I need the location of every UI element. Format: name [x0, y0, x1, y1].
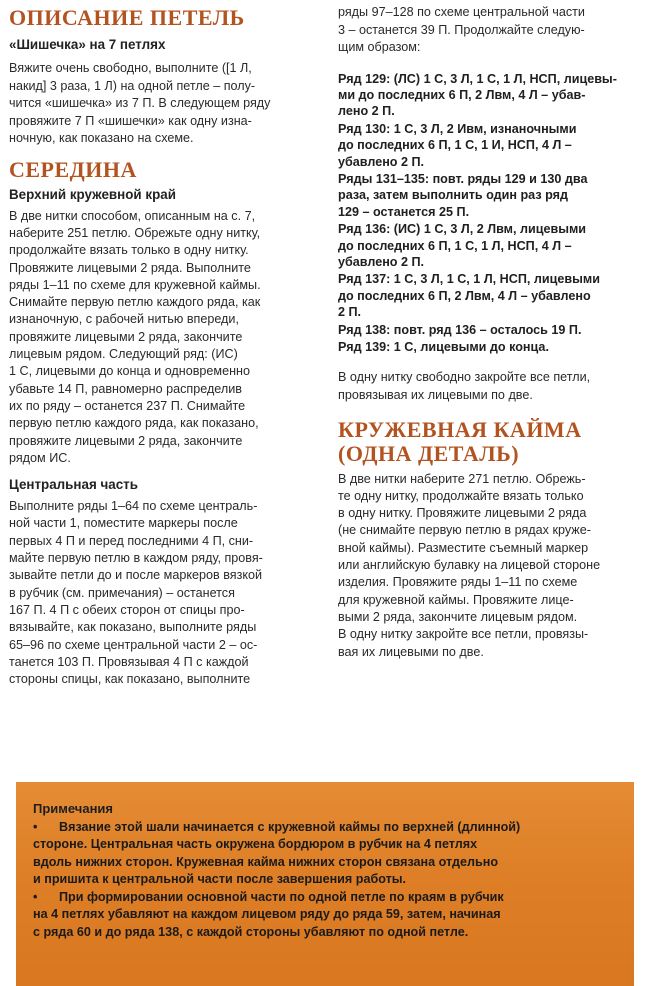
- text-line: В две нитки способом, описанным на с. 7,: [9, 208, 256, 223]
- text-line: щим образом:: [338, 40, 421, 54]
- row-139: [338, 339, 640, 355]
- text-line: 65–96 по схеме центральной части 2 – ос-: [9, 637, 258, 652]
- text-line: В одну нитку свободно закройте все петли,: [338, 370, 591, 385]
- text-line: убавьте 14 П, равномерно распределив: [9, 381, 242, 396]
- subheading-bobble: «Шишечка» на 7 петлях: [9, 37, 166, 53]
- row-130: [338, 121, 640, 170]
- text-line: 1 С, лицевыми до конца и одновременно: [9, 364, 251, 379]
- row-text: 1 С, лицевыми до конца.: [393, 340, 549, 354]
- text-line: в рубчик (см. примечания) – останется: [9, 585, 235, 600]
- note-line: с ряда 60 и до ряда 138, с каждой стороны убавляют по одной петле.: [33, 924, 469, 939]
- row-text: 1 С, 3 Л, 2 Ивм, изнаночными: [393, 121, 577, 136]
- row-129: [338, 71, 640, 120]
- text-line: Снимайте первую петлю каждого ряда, как: [9, 295, 261, 310]
- row-text: (ИС) 1 С, 3 Л, 2 Лвм, лицевыми: [393, 222, 587, 237]
- text-line: майте первую петлю в каждом ряду, провя-: [9, 551, 263, 566]
- text-line: в одну нитку. Провяжите лицевыми 2 ряда: [338, 506, 587, 521]
- row-text: раза, затем выполнить один раз ряд: [338, 188, 568, 203]
- row-text: (ЛС) 1 С, 3 Л, 1 С, 1 Л, НСП, лицевы-: [393, 71, 617, 86]
- text-line: В две нитки наберите 271 петлю. Обрежь-: [338, 471, 586, 486]
- row-text: до последних 6 П, 1 С, 1 И, НСП, 4 Л –: [338, 138, 572, 153]
- text-line: провяжите 7 П «шишечки» как одну изна-: [9, 113, 252, 128]
- text-line: 3 – останется 39 П. Продолжайте следую-: [338, 22, 585, 37]
- note-item: [33, 819, 613, 888]
- row-text: 2 П.: [338, 305, 362, 320]
- heading-middle: СЕРЕДИНА: [9, 156, 137, 182]
- text-line: продолжайте вязать только в одну нитку.: [9, 243, 249, 258]
- heading-lace-border-line1: КРУЖЕВНАЯ КАЙМА: [338, 417, 582, 443]
- paragraph-center-part: [9, 498, 327, 688]
- text-line: танется 103 П. Провязывая 4 П с каждой: [9, 654, 249, 669]
- row-text: до последних 6 П, 2 Лвм, 4 Л – убавлено: [338, 288, 591, 303]
- text-line: провяжите лицевыми 2 ряда, закончите: [9, 329, 243, 344]
- row-text: убавлено 2 П.: [338, 154, 425, 169]
- text-line: Выполните ряды 1–64 по схеме централь-: [9, 499, 258, 514]
- note-line: стороне. Центральная часть окружена бордюром в рубчик на 4 петлях: [33, 837, 478, 852]
- row-number: Ряды 131–135:: [338, 171, 430, 186]
- text-line: первых 4 П и перед последними 4 П, сни-: [9, 533, 254, 548]
- text-line: наберите 251 петлю. Обрежьте одну нитку,: [9, 225, 261, 240]
- notes-content: [33, 801, 613, 941]
- text-line: ночную, как показано на схеме.: [9, 131, 194, 146]
- row-137: [338, 271, 640, 320]
- text-line: ряды 1–11 по схеме для кружевной каймы.: [9, 277, 261, 292]
- row-instructions: [338, 71, 640, 356]
- text-line: ной части 1, поместите маркеры после: [9, 516, 238, 531]
- heading-stitch-descriptions: ОПИСАНИЕ ПЕТЕЛЬ: [9, 5, 245, 30]
- heading-lace-border-line2: (ОДНА ДЕТАЛЬ): [338, 440, 520, 466]
- text-line: В одну нитку закройте все петли, провязы-: [338, 627, 589, 642]
- text-line: те одну нитку, продолжайте вязать только: [338, 488, 584, 503]
- row-text: 129 – останется 25 П.: [338, 204, 470, 219]
- bullet-icon: •: [33, 890, 38, 905]
- text-line: вая их лицевыми по две.: [338, 644, 484, 659]
- text-line: зывайте петли до и после маркеров вязкой: [9, 568, 263, 583]
- row-number: Ряд 136:: [338, 222, 391, 237]
- text-line: их по ряду – останется 237 П. Снимайте: [9, 398, 246, 413]
- text-line: изделия. Провяжите ряды 1–11 по схеме: [338, 575, 578, 590]
- note-line: Вязание этой шали начинается с кружевной каймы по верхней (длинной): [59, 820, 521, 834]
- text-line: выми 2 ряда, закончите лицевым рядом.: [338, 609, 578, 624]
- paragraph-center-continued: [338, 4, 640, 57]
- row-text: до последних 6 П, 1 С, 1 Л, НСП, 4 Л –: [338, 238, 572, 253]
- text-line: стороны спицы, как показано, выполните: [9, 672, 251, 687]
- subheading-center-part: Центральная часть: [9, 477, 138, 493]
- notes-box: [16, 782, 634, 986]
- paragraph-lace-border: [338, 471, 640, 661]
- bullet-icon: •: [33, 820, 38, 834]
- text-line: 167 П. 4 П с обеих сторон от спицы про-: [9, 602, 245, 617]
- subheading-upper-lace-edge: Верхний кружевной край: [9, 186, 176, 202]
- text-line: или английскую булавку на лицевой стороне: [338, 558, 601, 573]
- row-text: 1 С, 3 Л, 1 С, 1 Л, НСП, лицевыми: [393, 272, 600, 287]
- paragraph-bind-off: [338, 369, 640, 404]
- note-item: [33, 889, 613, 941]
- text-line: (не снимайте первую петлю в рядах круже-: [338, 523, 591, 538]
- notes-title: Примечания: [33, 801, 114, 816]
- text-line: Вяжите очень свободно, выполните ([1 Л,: [9, 61, 252, 76]
- note-line: вдоль нижних сторон. Кружевная кайма нижних сторон связана отдельно: [33, 854, 499, 869]
- text-line: Провяжите лицевыми 2 ряда. Выполните: [9, 260, 251, 275]
- paragraph-upper-lace-edge: [9, 208, 327, 467]
- text-line: первую петлю каждого ряда, как показано,: [9, 416, 259, 431]
- text-line: изнаночную, с рабочей нитью впереди,: [9, 312, 239, 327]
- row-text: ми до последних 6 П, 2 Лвм, 4 Л – убав-: [338, 87, 586, 102]
- row-136: [338, 221, 640, 270]
- rows-131-135: [338, 171, 640, 220]
- text-line: лицевым рядом. Следующий ряд: (ИС): [9, 347, 238, 362]
- text-line: провяжите лицевыми 2 ряда, закончите: [9, 433, 243, 448]
- left-column: [9, 6, 327, 688]
- right-column: [338, 5, 640, 661]
- text-line: рядом ИС.: [9, 450, 71, 465]
- text-line: накид] 3 раза, 1 Л) на одной петле – полу-: [9, 78, 256, 93]
- row-number: Ряд 130:: [338, 121, 391, 136]
- row-text: повт. ряды 129 и 130 два: [432, 171, 588, 186]
- row-text: повт. ряд 136 – осталось 19 П.: [393, 322, 582, 337]
- text-line: ряды 97–128 по схеме центральной части: [338, 5, 585, 19]
- row-text: лено 2 П.: [338, 104, 395, 119]
- row-text: убавлено 2 П.: [338, 254, 425, 269]
- note-line: и пришита к центральной части после завершения работы.: [33, 871, 407, 886]
- row-number: Ряд 137:: [338, 272, 391, 287]
- text-line: чится «шишечка» из 7 П. В следующем ряду: [9, 96, 271, 111]
- text-line: провязывая их лицевыми по две.: [338, 387, 533, 402]
- heading-lace-border: [338, 418, 640, 464]
- text-line: вной каймы). Разместите съемный маркер: [338, 540, 589, 555]
- row-number: Ряд 138:: [338, 322, 391, 337]
- row-138: [338, 322, 640, 338]
- text-line: для кружевной каймы. Провяжите лице-: [338, 592, 574, 607]
- paragraph-bobble: [9, 60, 327, 148]
- note-line: на 4 петлях убавляют на каждом лицевом ряду до ряда 59, затем, начиная: [33, 907, 501, 922]
- text-line: вязывайте, как показано, выполните ряды: [9, 620, 257, 635]
- note-line: При формировании основной части по одной петле по краям в рубчик: [59, 890, 504, 905]
- row-number: Ряд 129:: [338, 71, 391, 86]
- row-number: Ряд 139:: [338, 340, 391, 354]
